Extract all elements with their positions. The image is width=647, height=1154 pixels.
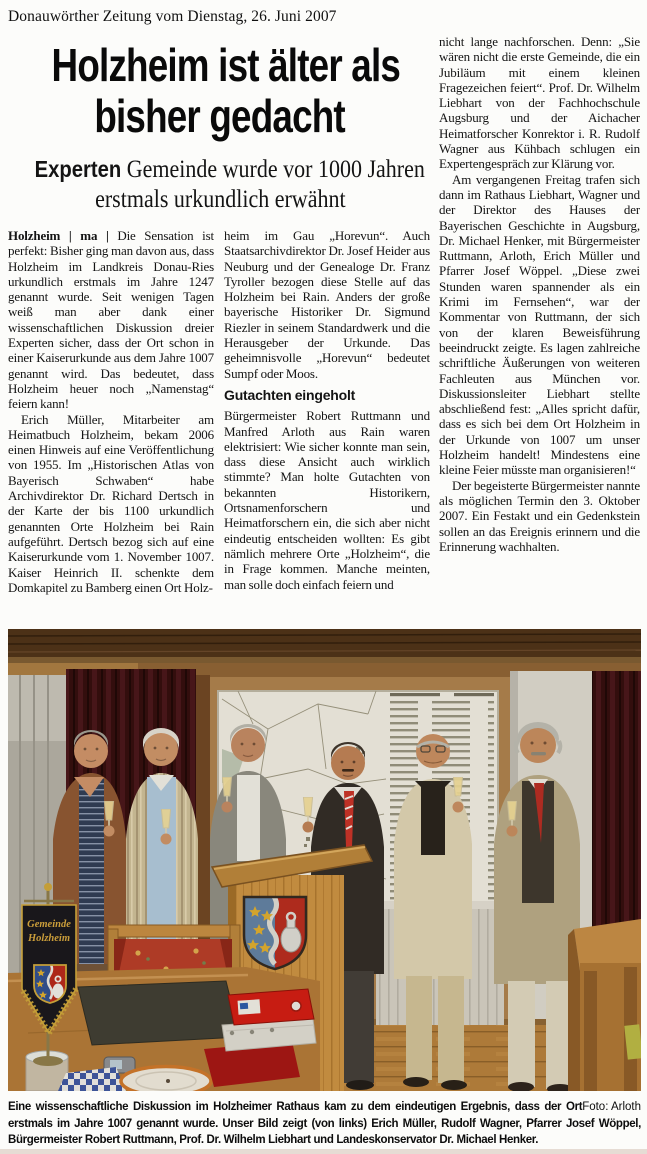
subheadline: Experten Gemeinde wurde vor 1000 Jahren erstmals urkundlich erwähnt bbox=[34, 156, 425, 213]
dateline: Donauwörther Zeitung vom Dienstag, 26. Juni 2007 bbox=[8, 8, 337, 25]
photo-scene bbox=[8, 629, 641, 1091]
paragraph: Erich Müller, Mitarbeiter am Heimatbuch Holzheim, bekam 2006 einen Hinweis auf eine Veröffentlichung von 1955. Im „Historischen Atlas von Bayerisch Schwaben“ habe Archivdirektor Dr. Richard Dertsch in der Karte der bis 1100 urkundlich genannten Orte Holzheim bei Rain aufgeführt. Dertsch bezog sich auf eine Kaiserurkunde vom 1. November 1007. Kaiser Heinrich II. schenkte dem Domkapitel zu Bamberg einen Ort Holz- bbox=[8, 411, 214, 595]
paragraph: nicht lange nachforschen. Denn: „Sie wären nicht die erste Gemeinde, die ein Jubiläum mit einem kleinen Fragezeichen feiert“. Prof. Dr. Wilhelm Liebhart von der Fachhochschule Augsburg und der Aichacher Heimatforscher Konrektor i. R. Rudolf Wagner aus Kühbach schlugen ein Expertengespräch zur Klärung vor. bbox=[439, 34, 640, 172]
lead-in: Holzheim | ma | bbox=[8, 228, 109, 243]
news-photo bbox=[8, 629, 641, 1091]
photo-credit: Foto: Arloth bbox=[582, 1101, 641, 1113]
lead-paragraph: Holzheim | ma | Die Sensation ist perfekt: Bisher ging man davon aus, dass Holzheim im Landkreis Donau-Ries urkundlich erstmals im Jahre 1247 genannt wurde. Seit wenigen Tagen weiß man aber dank einer wissenschaftlichen Diskussion dreier Experten sicher, dass der Ort schon in einer Kaiserurkunde aus dem Jahre 1007 genannt wird. Das bedeutet, dass Holzheim heuer noch „Namenstag“ feiern kann! bbox=[8, 228, 214, 412]
headline: Holzheim ist älter als bisher gedacht bbox=[51, 39, 401, 142]
column-2 bbox=[224, 228, 430, 595]
paragraph: Am vergangenen Freitag trafen sich dann im Rathaus Liebhart, Wagner und der Direktor des Hauses der Bayerischen Geschichte in Augsburg, Dr. Michael Henker, mit Bürgermeister Ruttmann, Arloth, Erich Müller und Pfarrer Josef Wöppel. „Diese zwei Stunden waren spannender als ein Krimi im Fernsehen“, war der Kommentar von Ruttmann, der sich von der klaren Beweisführung beeindruckt zeigte. Es lagen zahlreiche schriftliche Äußerungen von weiteren Fachleuten aus München vor. Diskussionsleiter Liebhart stellte abschließend fest: „Alles spricht dafür, dass es sich bei dem Ort Holzheim in der Urkunde von 1007 um unser Holzheim handelt! Mindestens eine kleine Feier müsste man organisieren!“ bbox=[439, 171, 640, 478]
pennant-text-line1: Gemeinde bbox=[27, 919, 71, 930]
pennant-text-line2: Holzheim bbox=[27, 933, 71, 944]
kicker: Experten bbox=[34, 156, 122, 182]
paragraph: Bürgermeister Robert Ruttmann und Manfred Arloth aus Rain waren elektrisiert: Wie sicher konnte man sein, dass diese Ansicht auch wirklich stimmte? Man holte Gutachten von bekannten Historikern, Ortsnamenforschern und Heimatforschern ein, die sich aber nicht eindeutig entscheiden wollten: Es gibt nämlich mehrere Orte „Holzheim“, die in Frage kommen. Manche meinten, man solle doch einfach feiern und bbox=[224, 408, 430, 592]
crosshead: Gutachten eingeholt bbox=[224, 386, 356, 403]
article-body bbox=[8, 32, 640, 622]
column-3 bbox=[439, 34, 640, 622]
scan-edge bbox=[0, 1149, 647, 1154]
paragraph: Der begeisterte Bürgermeister nannte als möglichen Termin den 3. Oktober 2007. Ein Festakt und ein Gedenkstein sollen an das Ereignis erinnern und die Erinnerung wachhalten. bbox=[439, 477, 640, 554]
paragraph: heim im Gau „Horevun“. Auch Staatsarchivdirektor Dr. Josef Heider aus Neuburg und der Genealoge Dr. Franz Tyroller bezogen diese Stelle auf das Holzheim bei Rain. Anders der große bayerische Historiker Dr. Sigmund Riezler in seinem Standardwerk und die Herausgeber der Urkunde. Das geheimnisvolle „Horevun“ bedeutet Sumpf oder Moos. bbox=[224, 228, 430, 381]
column-1 bbox=[8, 228, 214, 595]
photo-caption: Foto: Arloth Eine wissenschaftliche Diskussion im Holzheimer Rathaus kam zu dem eindeutigen Ergebnis, dass der Ort erstmals im Jahre 1007 genannt wurde. Unser Bild zeigt (von links) Erich Müller, Rudolf Wagner, Pfarrer Josef Wöppel, Bürgermeister Robert Ruttmann, Prof. Dr. Wilhelm Liebhart und Landeskonservator Dr. Michael Henker. bbox=[8, 1101, 641, 1146]
